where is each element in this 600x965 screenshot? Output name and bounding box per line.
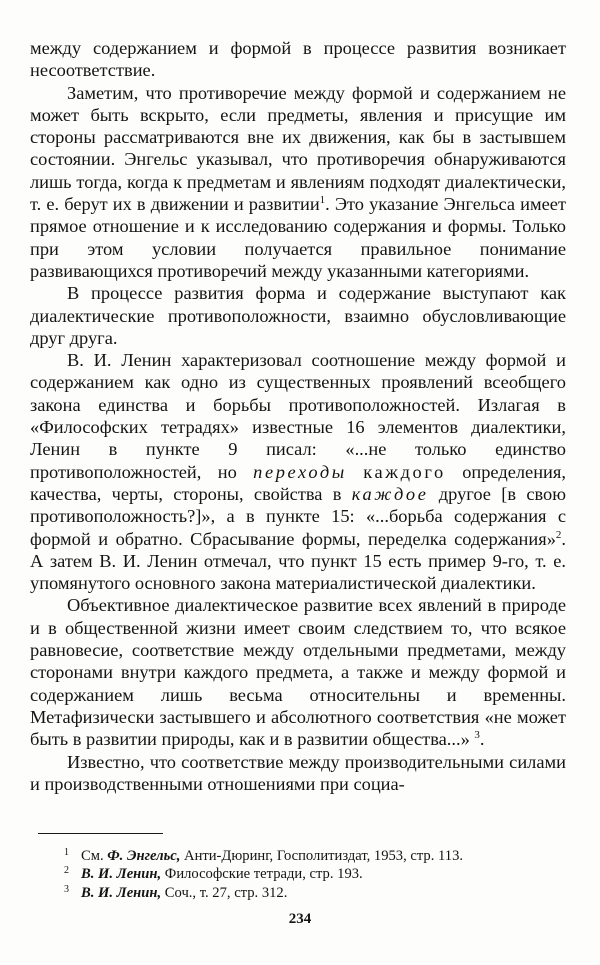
paragraph-text: Объективное диалектическое развитие всех явлений в природе и в общественной жизни имеет своим следствием то, что всякое равновесие, соответствие между отдельными предметами, между сторонами внутри каждого предмета, а также и между формой и содержанием лишь весьма относительны и временны. Метафизически застывшего и абсолютного соответствия «не может быть в развитии природы, как и в развитии общества...» [30, 595, 566, 750]
emphasis-text: каждого [363, 461, 446, 482]
paragraph-text: между содержанием и формой в процессе развития возникает несоответствие. [30, 38, 566, 81]
footnote-author: Ф. Энгельс, [107, 848, 181, 864]
footnote-ref-3: 3 [474, 729, 480, 742]
paragraph-productive-forces [30, 751, 566, 796]
paragraph-text: другое [в свою противоположность?]», а в пункте 15: «...борьба содержания с формой и обратно. Сбрасывание формы, переделка содержания» [30, 483, 566, 549]
footnotes [64, 847, 564, 902]
footnote-prefix: См. [81, 848, 108, 864]
footnote-2: 2 В. И. Ленин, Философские тетради, стр. 193. [64, 865, 363, 883]
footnote-divider [38, 833, 163, 834]
footnote-1: 1 См. Ф. Энгельс, Анти-Дюринг, Госполитиздат, 1953, стр. 113. [64, 847, 464, 864]
paragraph-engels [30, 82, 566, 283]
body-text [30, 37, 566, 795]
page-number: 234 [288, 911, 312, 927]
paragraph-objective-development [30, 594, 566, 750]
footnote-source: Анти-Дюринг, Госполитиздат, 1953, стр. 113. [180, 848, 464, 864]
emphasis-text: переходы [253, 461, 347, 482]
footnote-author: В. И. Ленин, [81, 866, 162, 883]
paragraph-text: В. И. Ленин характеризовал соотношение между формой и содержанием как одно из существенных проявлений всеобщего закона единства и борьбы противоположностей. Излагая в «Философских тетрадях» известные 16 элементов диалектики, Ленин в пункте 9 писал: «...не только единство противоположностей, но [30, 350, 566, 482]
paragraph-text: Известно, что соответствие между производительными силами и производственными отношениями при социа- [30, 751, 566, 794]
footnote-ref-2: 2 [555, 528, 562, 541]
footnote-author: В. И. Ленин, [81, 884, 162, 901]
footnote-3: 3 В. И. Ленин, Соч., т. 27, стр. 312. [64, 883, 288, 901]
paragraph-text: определения, качества, черты, стороны, свойства в [30, 461, 566, 504]
paragraph-text: . А затем В. И. Ленин отмечал, что пункт 15 есть пример 9-го, т. е. упомянутого основного закона материалистической диалектики. [30, 528, 566, 594]
paragraph-text: . [479, 729, 485, 750]
footnote-source: Соч., т. 27, стр. 312. [161, 884, 288, 901]
paragraph-continuation [30, 37, 566, 82]
paragraph-text: Заметим, что противоречие между формой и содержанием не может быть вскрыто, если предметы, явления и присущие им стороны рассматриваются вне их движения, как бы в застывшем состоянии. Энгельс указывал, что противоречия обнаруживаются лишь тогда, когда к предметам и явлениям подходят диалектически, т. е. берут их в движении и развитии [30, 82, 566, 215]
paragraph-text: В процессе развития форма и содержание выступают как диалектические противоположности, взаимно обусловливающие друг друга. [30, 283, 566, 348]
paragraph-lenin [30, 349, 566, 594]
paragraph-text: . Это указание Энгельса имеет прямое отношение и к исследованию содержания и формы. Только при этом условии получается правильное понимание развивающихся противоречий между указанными категориями. [30, 194, 567, 281]
footnote-ref-1: 1 [319, 194, 326, 207]
footnote-source: Философские тетради, стр. 193. [161, 866, 363, 883]
paragraph-dialectical-opposites [30, 282, 566, 349]
emphasis-text: каждое [351, 483, 429, 504]
